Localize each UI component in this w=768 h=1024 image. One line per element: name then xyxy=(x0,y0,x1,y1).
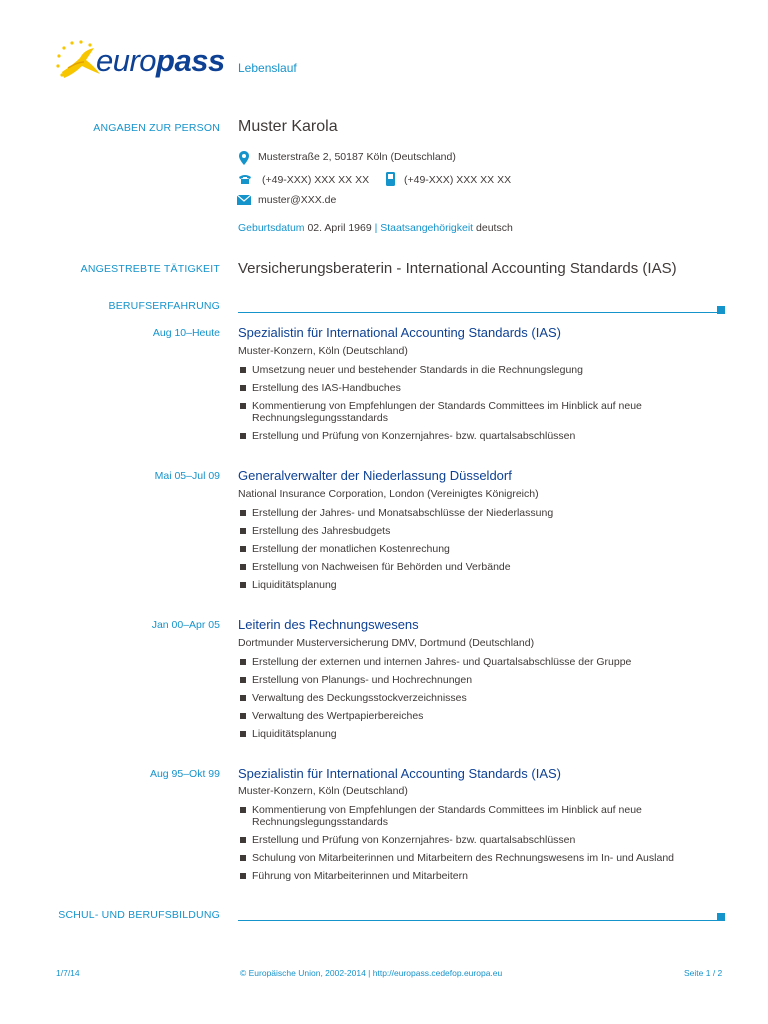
list-item: Erstellung der externen und internen Jahres- und Quartalsabschlüsse der Gruppe xyxy=(238,656,708,668)
section-marker-education xyxy=(717,913,725,921)
footer-date: 1/7/14 xyxy=(56,968,80,978)
entry-bullet-list xyxy=(238,507,708,597)
section-label-experience: BERUFSERFAHRUNG xyxy=(108,300,220,312)
document-type: Lebenslauf xyxy=(238,61,297,75)
list-item: Kommentierung von Empfehlungen der Standards Committees im Hinblick auf neue Rechnungslegungsstandards xyxy=(238,804,708,828)
entry-title: Spezialistin für International Accounting Standards (IAS) xyxy=(238,325,562,340)
entry-title: Spezialistin für International Accounting Standards (IAS) xyxy=(238,766,562,781)
logo-wordmark xyxy=(96,43,225,79)
entry-employer: Muster-Konzern, Köln (Deutschland) xyxy=(238,785,408,797)
list-item: Verwaltung des Wertpapierbereiches xyxy=(238,710,708,722)
list-item: Umsetzung neuer und bestehender Standards in die Rechnungslegung xyxy=(238,364,708,376)
logo-word-part1: euro xyxy=(96,43,157,78)
entry-date: Mai 05–Jul 09 xyxy=(154,470,220,482)
list-item: Verwaltung des Deckungsstockverzeichnisses xyxy=(238,692,708,704)
email-icon xyxy=(237,195,251,205)
entry-bullet-list xyxy=(238,656,708,746)
entry-date: Aug 10–Heute xyxy=(152,327,220,339)
list-item: Erstellung von Nachweisen für Behörden und Verbände xyxy=(238,561,708,573)
list-item: Liquiditätsplanung xyxy=(238,728,708,740)
list-item: Erstellung der Jahres- und Monatsabschlüsse der Niederlassung xyxy=(238,507,708,519)
entry-bullet-list xyxy=(238,804,708,888)
address-text: Musterstraße 2, 50187 Köln (Deutschland) xyxy=(258,151,456,163)
entry-employer: Muster-Konzern, Köln (Deutschland) xyxy=(238,345,408,357)
entry-employer: National Insurance Corporation, London (Vereinigtes Königreich) xyxy=(238,488,539,500)
entry-employer: Dortmunder Musterversicherung DMV, Dortmund (Deutschland) xyxy=(238,637,535,649)
list-item: Erstellung des Jahresbudgets xyxy=(238,525,708,537)
email-text: muster@XXX.de xyxy=(258,194,337,206)
footer-page-number: Seite 1 / 2 xyxy=(684,968,723,978)
section-divider-education xyxy=(238,920,719,921)
separator: | xyxy=(374,222,378,234)
mobile-phone-icon xyxy=(386,172,395,186)
section-divider-experience xyxy=(238,312,719,313)
list-item: Schulung von Mitarbeiterinnen und Mitarbeitern des Rechnungswesens im In- und Ausland xyxy=(238,852,708,864)
list-item: Erstellung von Planungs- und Hochrechnungen xyxy=(238,674,708,686)
list-item: Erstellung und Prüfung von Konzernjahres- bzw. quartalsabschlüssen xyxy=(238,430,708,442)
footer-copyright: © Europäische Union, 2002-2014 | http://europass.cedefop.europa.eu xyxy=(240,968,503,978)
list-item: Erstellung und Prüfung von Konzernjahres- bzw. quartalsabschlüssen xyxy=(238,834,708,846)
location-pin-icon xyxy=(239,151,249,165)
section-label-education: SCHUL- UND BERUFSBILDUNG xyxy=(58,909,220,921)
entry-date: Aug 95–Okt 99 xyxy=(149,768,220,780)
section-label-target: ANGESTREBTE TÄTIGKEIT xyxy=(80,263,220,275)
list-item: Führung von Mitarbeiterinnen und Mitarbeitern xyxy=(238,870,708,882)
phone-icon xyxy=(238,174,252,185)
birth-label: Geburtsdatum xyxy=(238,222,305,234)
nationality-value: deutsch xyxy=(476,222,513,234)
birth-value: 02. April 1969 xyxy=(307,222,372,234)
list-item: Erstellung des IAS-Handbuches xyxy=(238,382,708,394)
list-item: Liquiditätsplanung xyxy=(238,579,708,591)
section-label-personal: ANGABEN ZUR PERSON xyxy=(93,122,220,134)
list-item: Kommentierung von Empfehlungen der Standards Committees im Hinblick auf neue Rechnungslegungsstandards xyxy=(238,400,708,424)
entry-date: Jan 00–Apr 05 xyxy=(151,619,220,631)
entry-title: Generalverwalter der Niederlassung Düsseldorf xyxy=(238,468,512,483)
birth-nationality-line xyxy=(238,222,513,234)
mobile-text: (+49-XXX) XXX XX XX xyxy=(404,174,512,186)
nationality-label: Staatsangehörigkeit xyxy=(380,222,474,234)
logo-word-part2: pass xyxy=(156,43,225,78)
target-job: Versicherungsberaterin - International Accounting Standards (IAS) xyxy=(238,260,677,277)
person-name: Muster Karola xyxy=(238,118,338,135)
entry-bullet-list xyxy=(238,364,708,448)
section-marker-experience xyxy=(717,306,725,314)
entry-title: Leiterin des Rechnungswesens xyxy=(238,617,419,632)
list-item: Erstellung der monatlichen Kostenrechung xyxy=(238,543,708,555)
phone-text: (+49-XXX) XXX XX XX xyxy=(262,174,370,186)
